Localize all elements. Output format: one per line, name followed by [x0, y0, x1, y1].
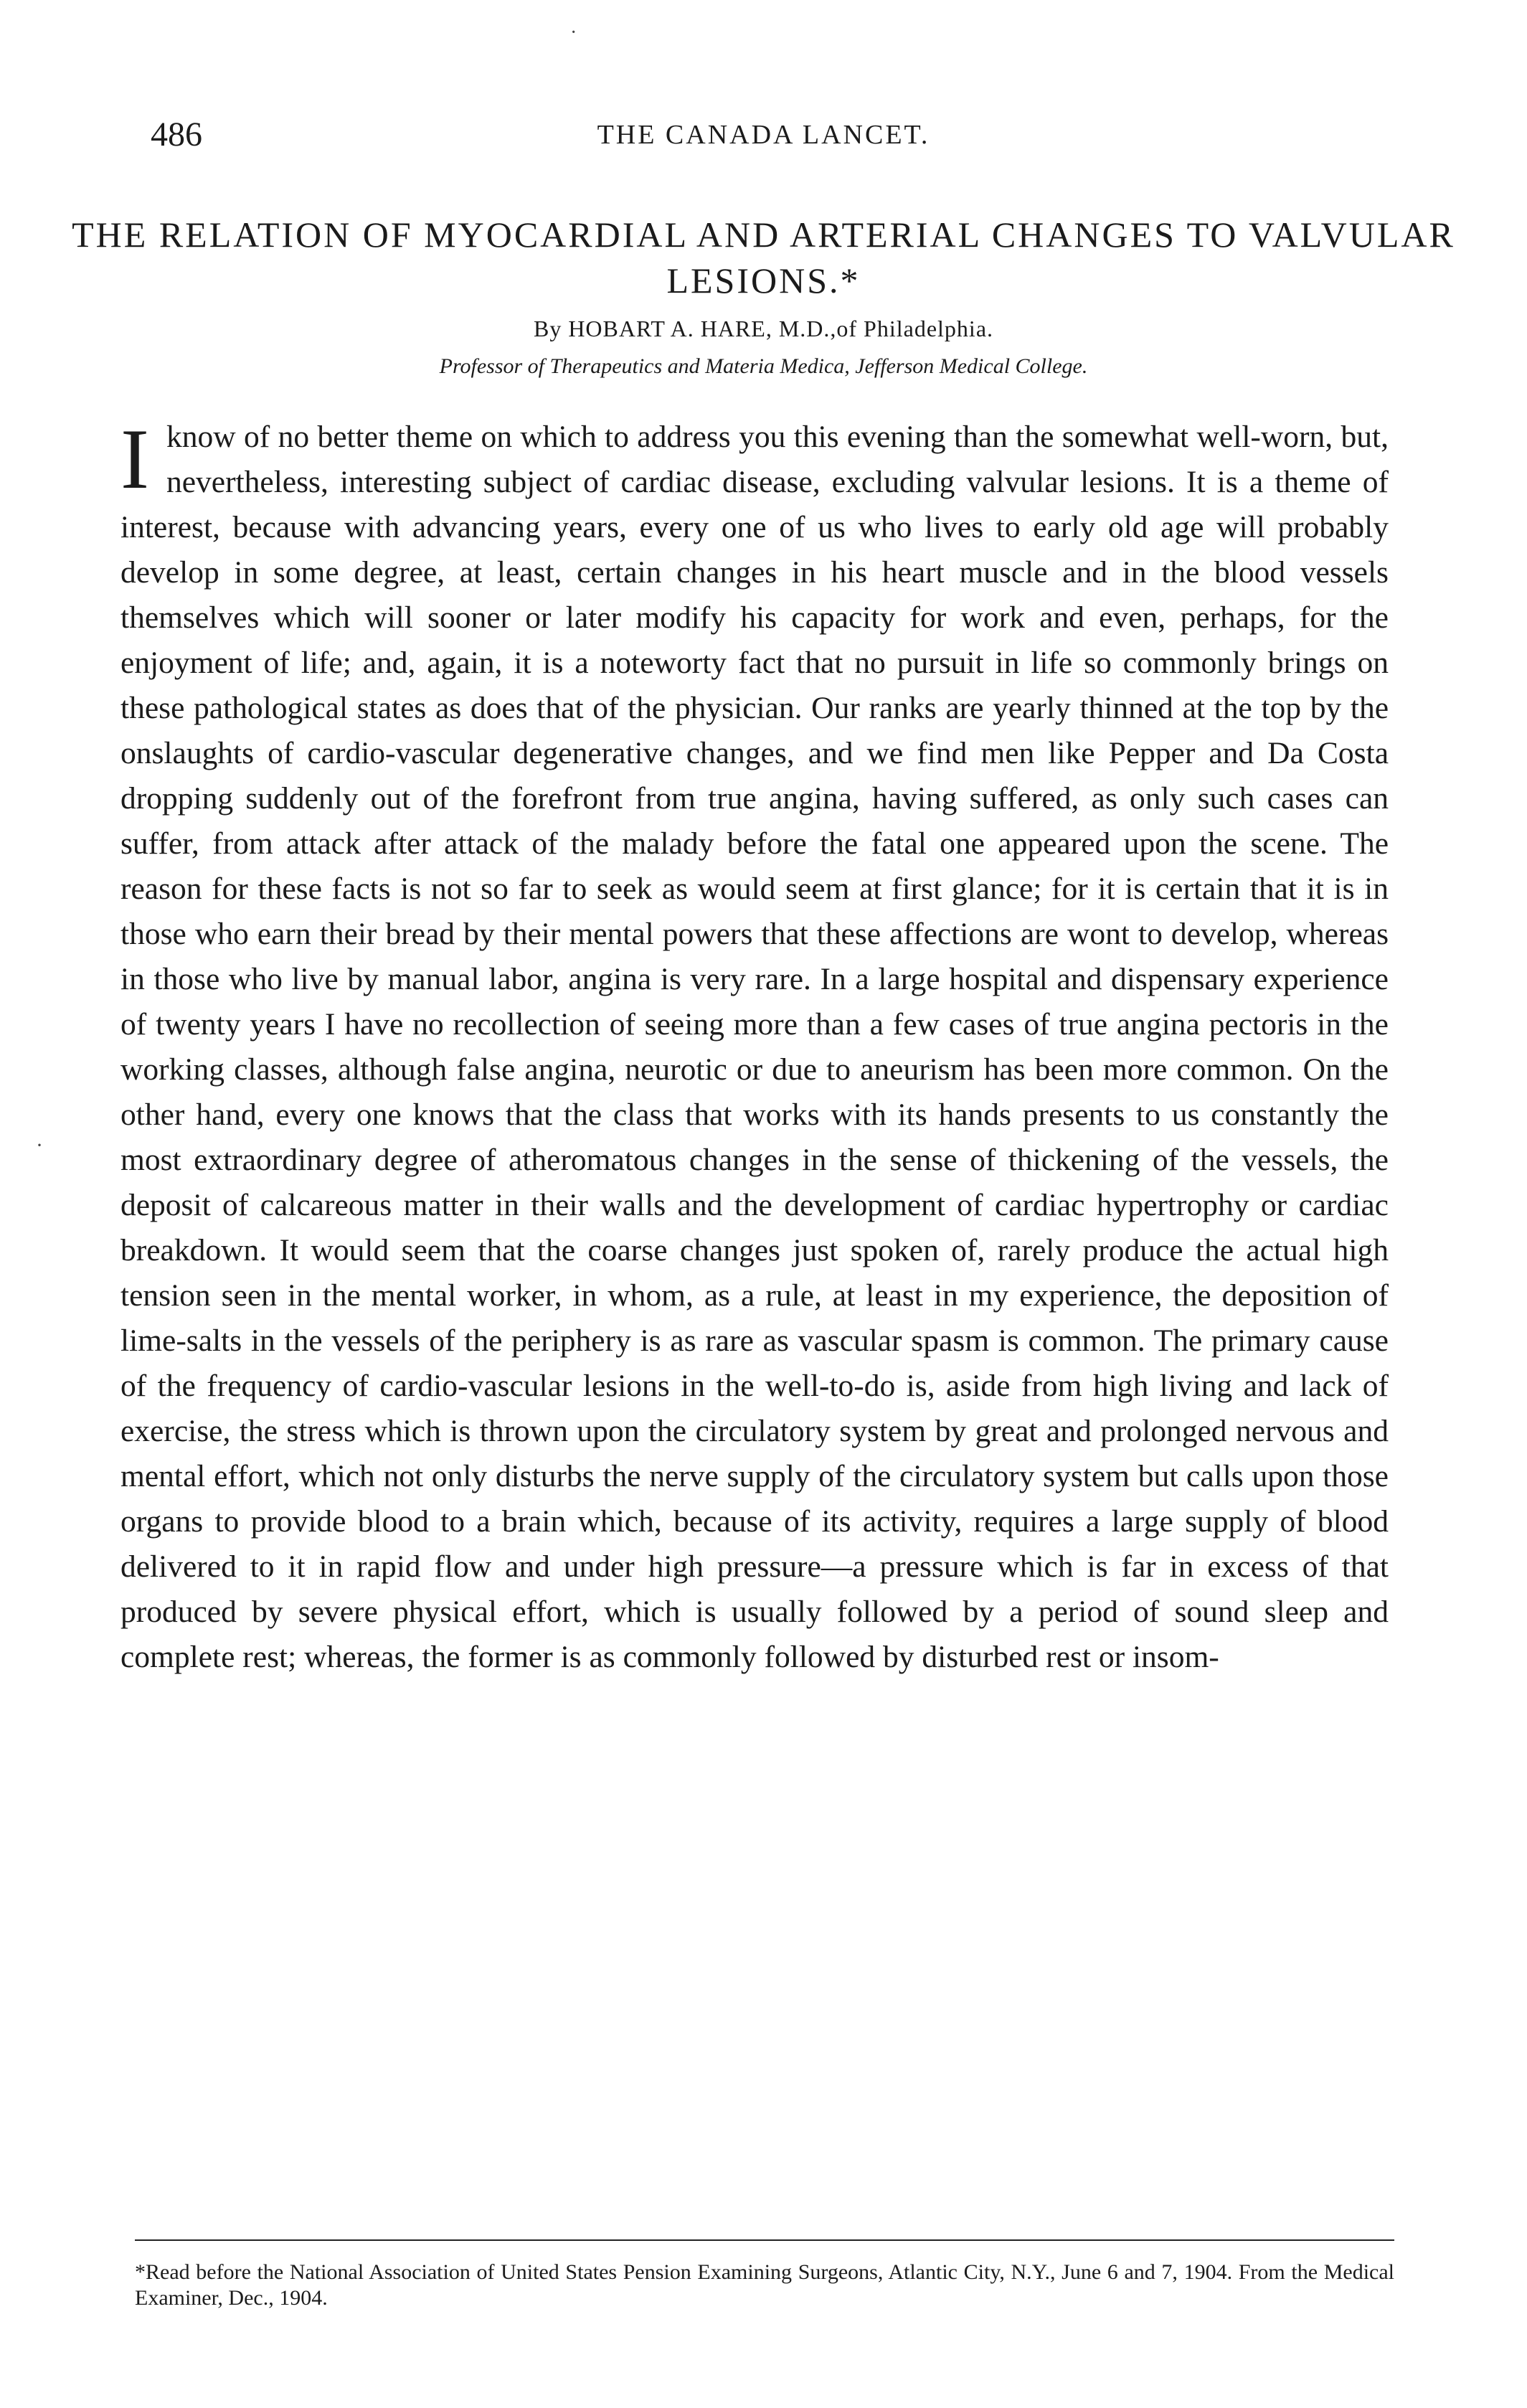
author-byline: By HOBART A. HARE, M.D.,of Philadelphia. [533, 316, 994, 341]
running-head [0, 115, 1527, 158]
body-paragraph: know of no better theme on which to address you this evening than the somewhat well-worn, but, nevertheless, interesting subject of cardiac disease, excluding valvular lesions. It is a theme of interest, because with advancing years, every one of us who lives to early old age will probably develop in some degree, at least, certain changes in his heart muscle and in the blood vessels themselves which will sooner or later modify his capacity for work and even, perhaps, for the enjoyment of life; and, again, it is a noteworty fact that no pursuit in life so commonly brings on these pathological states as does that of the physician. Our ranks are yearly thinned at the top by the onslaughts of cardio-vascular degenerative changes, and we find men like Pepper and Da Costa dropping suddenly out of the forefront from true angina, having suffered, as only such cases can suffer, from attack after attack of the malady before the fatal one appeared upon the scene. The reason for these facts is not so far to seek as would seem at first glance; for it is certain that it is in those who earn their bread by their mental powers that these affections are wont to develop, whereas in those who live by manual labor, angina is very rare. In a large hospital and dispensary experience of twenty years I have no recollection of seeing more than a few cases of true angina pectoris in the working classes, although false angina, neurotic or due to aneurism has been more common. On the other hand, every one knows that the class that works with its hands presents to us constantly the most extraordinary degree of atheromatous changes in the sense of thickening of the vessels, the deposit of calcareous matter in their walls and the development of cardiac hypertrophy or cardiac breakdown. It would seem that the coarse changes just spoken of, rarely produce the actual high tension seen in the mental worker, in whom, as a rule, at least in my experience, the deposition of lime-salts in the vessels of the periphery is as rare as vascular spasm is common. The primary cause of the frequency of cardio-vascular lesions in the well-to-do is, aside from high living and lack of exercise, the stress which is thrown upon the circulatory system by great and prolonged nervous and mental effort, which not only disturbs the nerve supply of the circulatory system but calls upon those organs to provide blood to a brain which, because of its activity, requires a large supply of blood delivered to it in rapid flow and under high pressure—a pressure which is far in excess of that produced by severe physical effort, which is usually followed by a period of sound sleep and complete rest; whereas, the former is as commonly followed by disturbed rest or insom- [120, 420, 1389, 1674]
page-number: 486 [151, 115, 202, 154]
journal-title: THE CANADA LANCET. [597, 120, 930, 150]
print-speck: · [36, 1133, 43, 1157]
footnote-divider [135, 2239, 1394, 2241]
article-body [120, 411, 1389, 1680]
article-title: THE RELATION OF MYOCARDIAL AND ARTERIAL CHANGES TO VALVULAR LESIONS.* [72, 214, 1455, 301]
print-speck: · [570, 22, 577, 44]
footnote: *Read before the National Association of United States Pension Examining Surgeons, Atlantic City, N.Y., June 6 and 7, 1904. From the Medical Examiner, Dec., 1904. [135, 2260, 1394, 2310]
author-affiliation: Professor of Therapeutics and Materia Medica, Jefferson Medical College. [439, 354, 1088, 378]
drop-cap: I [120, 411, 149, 506]
